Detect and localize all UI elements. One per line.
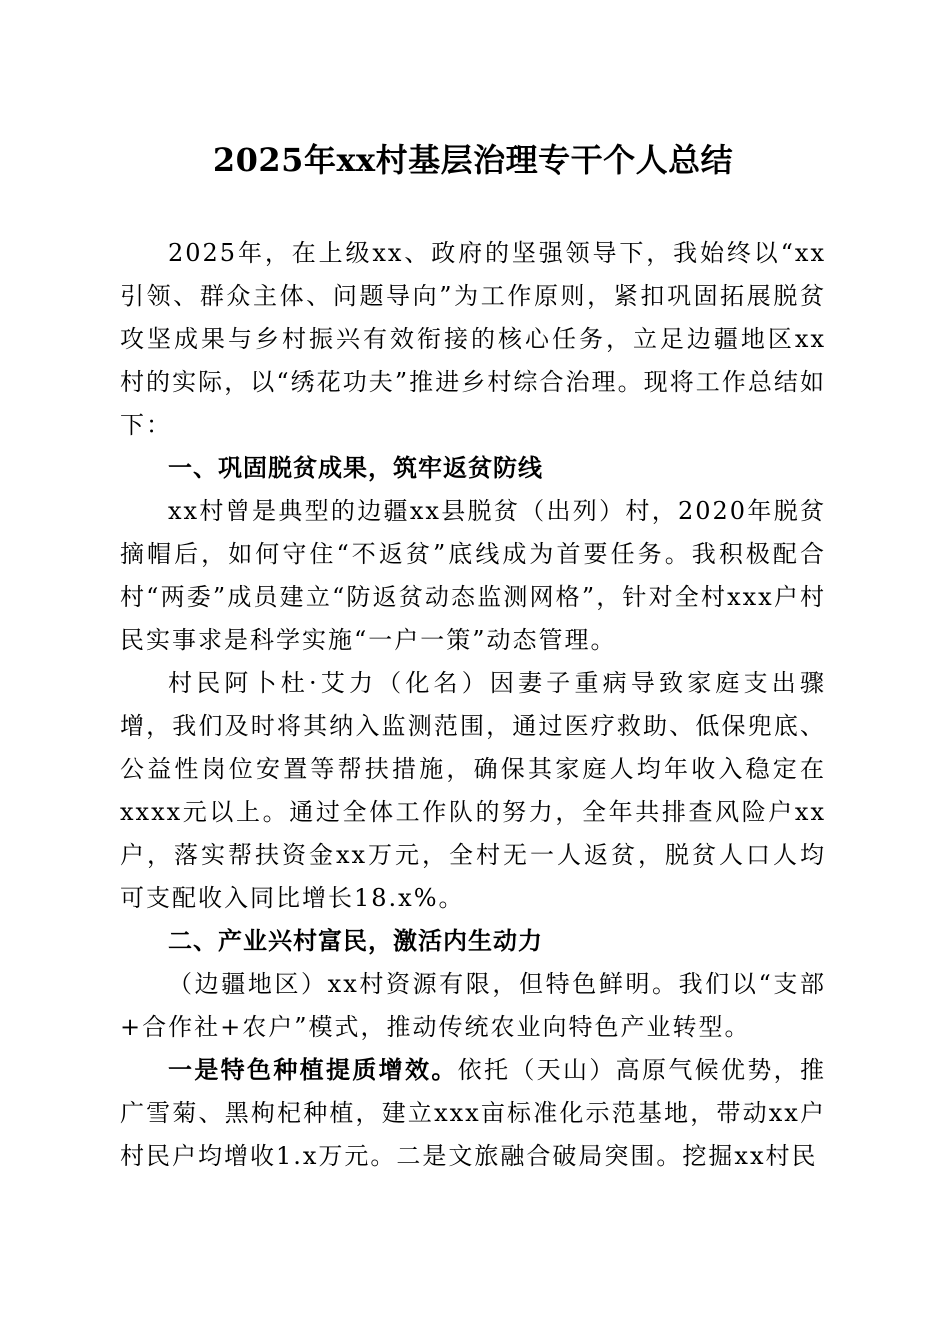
section-1-paragraph-2: 村民阿卜杜·艾力（化名）因妻子重病导致家庭支出骤增，我们及时将其纳入监测范围，通过医疗救助、低保兜底、公益性岗位安置等帮扶措施，确保其家庭人均年收入稳定在xxxx元以上。通过全体工作队的努力，全年共排查风险户xx户，落实帮扶资金xx万元，全村无一人返贫，脱贫人口人均可支配收入同比增长18.x%。 — [120, 669, 826, 912]
document-body — [120, 232, 826, 1178]
section-2-paragraph-2-lead: 一是特色种植提质增效。 — [168, 1056, 458, 1084]
section-2-paragraph-2-rest: 依托（天山）高原气候优势，推广雪菊、黑枸杞种植，建立xxx亩标准化示范基地，带动xx户村民户均增收1.x万元。二是文旅融合破局突围。挖掘xx村民 — [120, 1056, 827, 1170]
section-2-paragraph-2 — [120, 1049, 826, 1178]
intro-paragraph: 2025年，在上级xx、政府的坚强领导下，我始终以“xx引领、群众主体、问题导向”为工作原则，紧扣巩固拓展脱贫攻坚成果与乡村振兴有效衔接的核心任务，立足边疆地区xx村的实际，以“绣花功夫”推进乡村综合治理。现将工作总结如下： — [120, 239, 826, 439]
section-2-paragraph-1: （边疆地区）xx村资源有限，但特色鲜明。我们以“支部+合作社+农户”模式，推动传统农业向特色产业转型。 — [120, 970, 826, 1041]
section-1-paragraph-1: xx村曾是典型的边疆xx县脱贫（出列）村，2020年脱贫摘帽后，如何守住“不返贫”底线成为首要任务。我积极配合村“两委”成员建立“防返贫动态监测网格”，针对全村xxx户村民实事求是科学实施“一户一策”动态管理。 — [120, 497, 826, 654]
section-1-heading: 一、巩固脱贫成果，筑牢返贫防线 — [168, 454, 543, 482]
section-2-heading: 二、产业兴村富民，激活内生动力 — [168, 927, 543, 955]
document-title: 2025年xx村基层治理专干个人总结 — [212, 141, 734, 179]
